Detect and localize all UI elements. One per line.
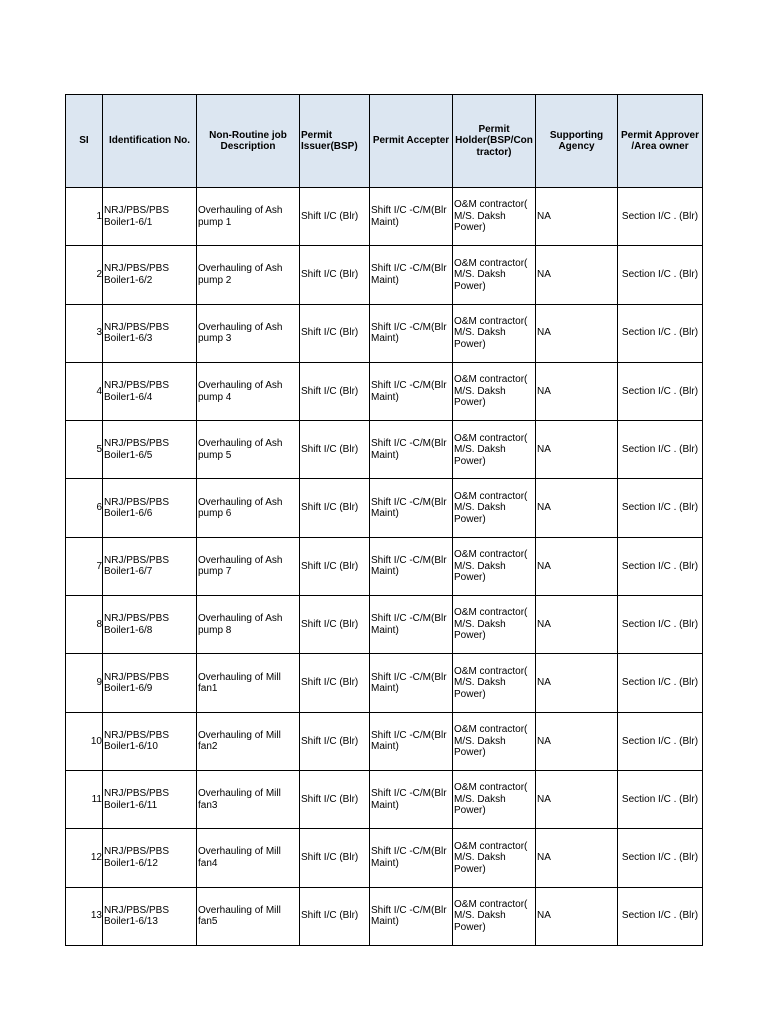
cell-supporting-agency: NA bbox=[536, 188, 618, 246]
cell-permit-holder: O&M contractor( M/S. Daksh Power) bbox=[453, 829, 536, 887]
cell-permit-issuer: Shift I/C (Blr) bbox=[300, 246, 370, 304]
cell-si: 9 bbox=[66, 654, 103, 712]
cell-permit-issuer: Shift I/C (Blr) bbox=[300, 887, 370, 945]
cell-job-description: Overhauling of Ash pump 2 bbox=[197, 246, 300, 304]
cell-identification-no: NRJ/PBS/PBS Boiler1-6/12 bbox=[103, 829, 197, 887]
cell-permit-approver: Section I/C . (Blr) bbox=[618, 537, 703, 595]
cell-supporting-agency: NA bbox=[536, 246, 618, 304]
cell-si: 3 bbox=[66, 304, 103, 362]
cell-si: 1 bbox=[66, 188, 103, 246]
header-si: SI bbox=[66, 95, 103, 188]
cell-permit-issuer: Shift I/C (Blr) bbox=[300, 362, 370, 420]
cell-job-description: Overhauling of Ash pump 6 bbox=[197, 479, 300, 537]
cell-si: 10 bbox=[66, 712, 103, 770]
cell-si: 12 bbox=[66, 829, 103, 887]
header-permit-holder: Permit Holder(BSP/Contractor) bbox=[453, 95, 536, 188]
cell-permit-accepter: Shift I/C -C/M(Blr Maint) bbox=[370, 537, 453, 595]
cell-job-description: Overhauling of Ash pump 8 bbox=[197, 596, 300, 654]
table-row bbox=[66, 537, 703, 595]
cell-permit-approver: Section I/C . (Blr) bbox=[618, 246, 703, 304]
cell-permit-accepter: Shift I/C -C/M(Blr Maint) bbox=[370, 770, 453, 828]
cell-si: 13 bbox=[66, 887, 103, 945]
cell-permit-holder: O&M contractor( M/S. Daksh Power) bbox=[453, 596, 536, 654]
header-job-description: Non-Routine job Description bbox=[197, 95, 300, 188]
table-row bbox=[66, 188, 703, 246]
cell-permit-holder: O&M contractor( M/S. Daksh Power) bbox=[453, 421, 536, 479]
cell-permit-approver: Section I/C . (Blr) bbox=[618, 770, 703, 828]
cell-permit-holder: O&M contractor( M/S. Daksh Power) bbox=[453, 246, 536, 304]
cell-supporting-agency: NA bbox=[536, 537, 618, 595]
table-row bbox=[66, 421, 703, 479]
table-row bbox=[66, 246, 703, 304]
header-supporting-agency: Supporting Agency bbox=[536, 95, 618, 188]
cell-job-description: Overhauling of Mill fan4 bbox=[197, 829, 300, 887]
cell-job-description: Overhauling of Ash pump 5 bbox=[197, 421, 300, 479]
cell-permit-accepter: Shift I/C -C/M(Blr Maint) bbox=[370, 654, 453, 712]
cell-permit-holder: O&M contractor( M/S. Daksh Power) bbox=[453, 712, 536, 770]
cell-si: 11 bbox=[66, 770, 103, 828]
cell-job-description: Overhauling of Ash pump 1 bbox=[197, 188, 300, 246]
cell-job-description: Overhauling of Mill fan2 bbox=[197, 712, 300, 770]
cell-permit-issuer: Shift I/C (Blr) bbox=[300, 654, 370, 712]
cell-identification-no: NRJ/PBS/PBS Boiler1-6/8 bbox=[103, 596, 197, 654]
header-row bbox=[66, 95, 703, 188]
table-row bbox=[66, 362, 703, 420]
cell-supporting-agency: NA bbox=[536, 712, 618, 770]
cell-permit-accepter: Shift I/C -C/M(Blr Maint) bbox=[370, 596, 453, 654]
cell-permit-holder: O&M contractor( M/S. Daksh Power) bbox=[453, 537, 536, 595]
cell-permit-accepter: Shift I/C -C/M(Blr Maint) bbox=[370, 246, 453, 304]
cell-permit-issuer: Shift I/C (Blr) bbox=[300, 304, 370, 362]
cell-permit-approver: Section I/C . (Blr) bbox=[618, 421, 703, 479]
cell-supporting-agency: NA bbox=[536, 362, 618, 420]
table-row bbox=[66, 479, 703, 537]
cell-permit-approver: Section I/C . (Blr) bbox=[618, 887, 703, 945]
cell-identification-no: NRJ/PBS/PBS Boiler1-6/11 bbox=[103, 770, 197, 828]
cell-supporting-agency: NA bbox=[536, 770, 618, 828]
header-permit-accepter: Permit Accepter bbox=[370, 95, 453, 188]
cell-permit-accepter: Shift I/C -C/M(Blr Maint) bbox=[370, 829, 453, 887]
table-row bbox=[66, 887, 703, 945]
cell-identification-no: NRJ/PBS/PBS Boiler1-6/3 bbox=[103, 304, 197, 362]
cell-permit-accepter: Shift I/C -C/M(Blr Maint) bbox=[370, 712, 453, 770]
cell-permit-issuer: Shift I/C (Blr) bbox=[300, 770, 370, 828]
cell-permit-approver: Section I/C . (Blr) bbox=[618, 188, 703, 246]
cell-permit-approver: Section I/C . (Blr) bbox=[618, 712, 703, 770]
table-row bbox=[66, 596, 703, 654]
cell-job-description: Overhauling of Ash pump 3 bbox=[197, 304, 300, 362]
table-body bbox=[66, 188, 703, 946]
cell-si: 4 bbox=[66, 362, 103, 420]
cell-permit-issuer: Shift I/C (Blr) bbox=[300, 537, 370, 595]
cell-supporting-agency: NA bbox=[536, 829, 618, 887]
header-identification-no: Identification No. bbox=[103, 95, 197, 188]
cell-si: 2 bbox=[66, 246, 103, 304]
cell-permit-holder: O&M contractor( M/S. Daksh Power) bbox=[453, 304, 536, 362]
table-row bbox=[66, 829, 703, 887]
cell-supporting-agency: NA bbox=[536, 654, 618, 712]
cell-permit-holder: O&M contractor( M/S. Daksh Power) bbox=[453, 479, 536, 537]
cell-permit-approver: Section I/C . (Blr) bbox=[618, 304, 703, 362]
table-row bbox=[66, 770, 703, 828]
cell-permit-issuer: Shift I/C (Blr) bbox=[300, 479, 370, 537]
cell-identification-no: NRJ/PBS/PBS Boiler1-6/4 bbox=[103, 362, 197, 420]
cell-permit-approver: Section I/C . (Blr) bbox=[618, 829, 703, 887]
cell-permit-issuer: Shift I/C (Blr) bbox=[300, 712, 370, 770]
cell-job-description: Overhauling of Mill fan5 bbox=[197, 887, 300, 945]
cell-permit-accepter: Shift I/C -C/M(Blr Maint) bbox=[370, 887, 453, 945]
cell-permit-holder: O&M contractor( M/S. Daksh Power) bbox=[453, 887, 536, 945]
cell-permit-holder: O&M contractor( M/S. Daksh Power) bbox=[453, 188, 536, 246]
header-permit-issuer: Permit Issuer(BSP) bbox=[300, 95, 370, 188]
table-row bbox=[66, 654, 703, 712]
cell-permit-accepter: Shift I/C -C/M(Blr Maint) bbox=[370, 421, 453, 479]
cell-job-description: Overhauling of Mill fan3 bbox=[197, 770, 300, 828]
cell-supporting-agency: NA bbox=[536, 596, 618, 654]
cell-identification-no: NRJ/PBS/PBS Boiler1-6/9 bbox=[103, 654, 197, 712]
cell-si: 5 bbox=[66, 421, 103, 479]
table-row bbox=[66, 712, 703, 770]
cell-si: 6 bbox=[66, 479, 103, 537]
cell-permit-approver: Section I/C . (Blr) bbox=[618, 479, 703, 537]
header-permit-approver: Permit Approver /Area owner bbox=[618, 95, 703, 188]
cell-supporting-agency: NA bbox=[536, 887, 618, 945]
cell-job-description: Overhauling of Ash pump 7 bbox=[197, 537, 300, 595]
cell-permit-holder: O&M contractor( M/S. Daksh Power) bbox=[453, 654, 536, 712]
cell-permit-holder: O&M contractor( M/S. Daksh Power) bbox=[453, 770, 536, 828]
cell-identification-no: NRJ/PBS/PBS Boiler1-6/5 bbox=[103, 421, 197, 479]
cell-identification-no: NRJ/PBS/PBS Boiler1-6/1 bbox=[103, 188, 197, 246]
cell-identification-no: NRJ/PBS/PBS Boiler1-6/7 bbox=[103, 537, 197, 595]
cell-permit-issuer: Shift I/C (Blr) bbox=[300, 596, 370, 654]
cell-job-description: Overhauling of Mill fan1 bbox=[197, 654, 300, 712]
cell-supporting-agency: NA bbox=[536, 421, 618, 479]
cell-permit-approver: Section I/C . (Blr) bbox=[618, 654, 703, 712]
cell-si: 8 bbox=[66, 596, 103, 654]
cell-permit-issuer: Shift I/C (Blr) bbox=[300, 421, 370, 479]
table-row bbox=[66, 304, 703, 362]
cell-si: 7 bbox=[66, 537, 103, 595]
cell-permit-accepter: Shift I/C -C/M(Blr Maint) bbox=[370, 304, 453, 362]
permit-table bbox=[65, 94, 703, 946]
cell-permit-approver: Section I/C . (Blr) bbox=[618, 596, 703, 654]
cell-permit-accepter: Shift I/C -C/M(Blr Maint) bbox=[370, 479, 453, 537]
cell-supporting-agency: NA bbox=[536, 304, 618, 362]
cell-job-description: Overhauling of Ash pump 4 bbox=[197, 362, 300, 420]
cell-permit-issuer: Shift I/C (Blr) bbox=[300, 188, 370, 246]
cell-permit-issuer: Shift I/C (Blr) bbox=[300, 829, 370, 887]
cell-identification-no: NRJ/PBS/PBS Boiler1-6/10 bbox=[103, 712, 197, 770]
cell-permit-accepter: Shift I/C -C/M(Blr Maint) bbox=[370, 188, 453, 246]
cell-identification-no: NRJ/PBS/PBS Boiler1-6/2 bbox=[103, 246, 197, 304]
cell-permit-approver: Section I/C . (Blr) bbox=[618, 362, 703, 420]
cell-identification-no: NRJ/PBS/PBS Boiler1-6/13 bbox=[103, 887, 197, 945]
cell-permit-holder: O&M contractor( M/S. Daksh Power) bbox=[453, 362, 536, 420]
cell-identification-no: NRJ/PBS/PBS Boiler1-6/6 bbox=[103, 479, 197, 537]
cell-permit-accepter: Shift I/C -C/M(Blr Maint) bbox=[370, 362, 453, 420]
cell-supporting-agency: NA bbox=[536, 479, 618, 537]
